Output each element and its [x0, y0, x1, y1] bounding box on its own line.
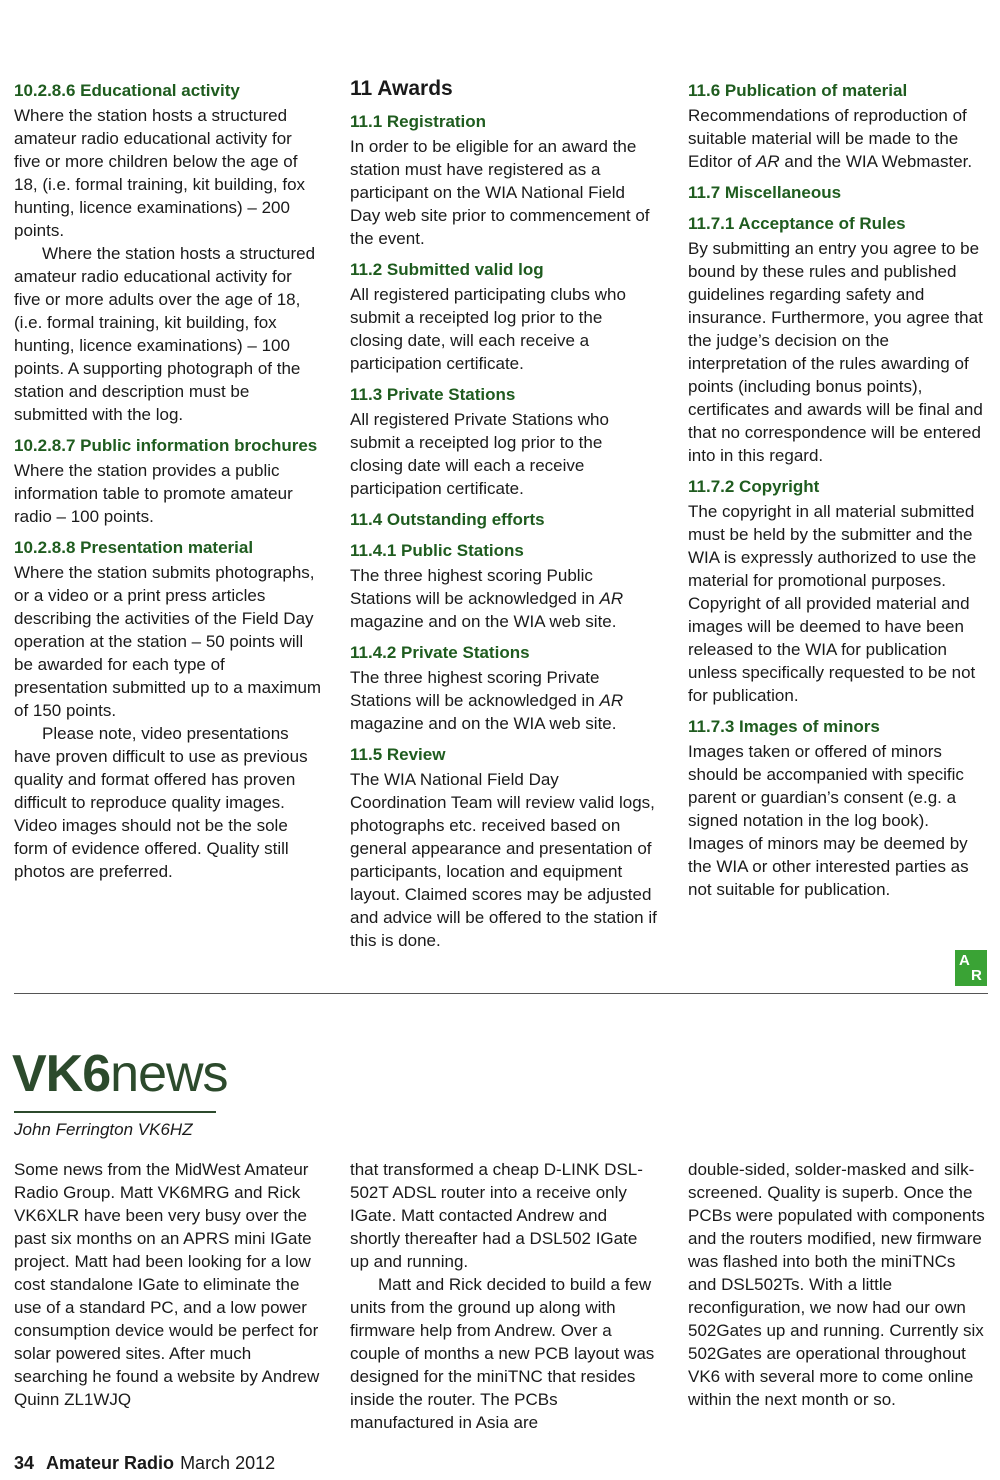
paragraph: In order to be eligible for an award the station must have registered as a participant on the WIA National Field Day web site prior to commencement of the event. — [350, 137, 650, 248]
heading-11-2: 11.2 Submitted valid log — [350, 260, 544, 279]
paragraph: Images taken or offered of minors should be accompanied with specific parent or guardian’s consent (e.g. a signed notation in the log book). Images of minors may be deemed by the WIA or other interested parties as not suitable for publication. — [688, 742, 969, 899]
heading-11-4-2: 11.4.2 Private Stations — [350, 643, 530, 662]
paragraph: The copyright in all material submitted must be held by the submitter and the WIA is expressly authorized to use the material for promotional purposes. Copyright of all provided material and images will be deemed to have been released to the WIA for publication unless specifically requested to be not for publication. — [688, 502, 977, 705]
section-title-awards: 11 Awards — [350, 77, 453, 100]
rules-column-1 — [14, 75, 322, 883]
byline: John Ferrington VK6HZ — [14, 1120, 193, 1139]
news-column-1 — [14, 1158, 322, 1411]
paragraph: The three highest scoring Private Stations will be acknowledged in AR magazine and on the WIA web site. — [350, 668, 624, 733]
paragraph: Please note, video presentations have proven difficult to use as previous quality and format offered has proven difficult to reproduce quality images. Video images should not be the sole form of evidence offered. Quality still photos are preferred. — [14, 724, 308, 881]
paragraph: All registered Private Stations who submit a receipted log prior to the closing date will each a receive participation certificate. — [350, 410, 609, 498]
ar-end-mark-icon: A R — [955, 950, 987, 986]
paragraph: Matt and Rick decided to build a few units from the ground up along with firmware help from Andrew. Over a couple of months a new PCB layout was designed for the miniTNC that resides inside the router. The PCBs manufactured in Asia are — [350, 1275, 655, 1432]
title-underline — [14, 1111, 216, 1113]
news-title: VK6news — [12, 1045, 228, 1103]
heading-11-7-2: 11.7.2 Copyright — [688, 477, 820, 496]
page-footer — [14, 1451, 275, 1475]
heading-11-7-3: 11.7.3 Images of minors — [688, 717, 880, 736]
news-column-3 — [688, 1158, 988, 1411]
heading-11-7: 11.7 Miscellaneous — [688, 183, 842, 202]
paragraph: Where the station submits photographs, or a video or a print press articles describing the activities of the Field Day operation at the station – 50 points will be awarded for each type of presentation submitted up to a maximum of 150 points. — [14, 563, 322, 720]
heading-11-1: 11.1 Registration — [350, 112, 487, 131]
issue-date: March 2012 — [180, 1453, 276, 1473]
paragraph: that transformed a cheap D-LINK DSL-502T ADSL router into a receive only IGate. Matt contacted Andrew and shortly thereafter had a DSL502 IGate up and running. — [350, 1160, 643, 1271]
paragraph: Some news from the MidWest Amateur Radio Group. Matt VK6MRG and Rick VK6XLR have been very busy over the past six months on an APRS mini IGate project. Matt had been looking for a low cost standalone IGate to eliminate the use of a standard PC, and a low power consumption device would be perfect for solar powered sites. After much searching he found a website by Andrew Quinn ZL1WJQ — [14, 1160, 320, 1409]
paragraph: Where the station provides a public information table to promote amateur radio – 100 points. — [14, 461, 293, 526]
heading-11-5: 11.5 Review — [350, 745, 446, 764]
heading-11-7-1: 11.7.1 Acceptance of Rules — [688, 214, 906, 233]
page-number: 34 — [14, 1453, 35, 1473]
paragraph: The three highest scoring Public Stations will be acknowledged in AR magazine and on the WIA web site. — [350, 566, 624, 631]
paragraph: Where the station hosts a structured amateur radio educational activity for five or more children below the age of 18, (i.e. formal training, kit building, fox hunting, licence examinations) – 200 points. — [14, 106, 306, 240]
magazine-name: Amateur Radio — [46, 1453, 175, 1473]
paragraph: Where the station hosts a structured amateur radio educational activity for five or more adults over the age of 18, (i.e. formal training, kit building, fox hunting, licence examinations) – 100 points. A supporting photograph of the station and description must be submitted with the log. — [14, 244, 316, 424]
heading-10-2-8-6: 10.2.8.6 Educational activity — [14, 81, 240, 100]
paragraph: By submitting an entry you agree to be bound by these rules and published guidelines regarding safety and insurance. Furthermore, you agree that the judge’s decision on the interpretation of the rules awarding of points (including bonus points), certificates and awards will be final and that no correspondence will be entered into in this regard. — [688, 239, 983, 465]
heading-10-2-8-8: 10.2.8.8 Presentation material — [14, 538, 254, 557]
section-divider — [14, 993, 988, 994]
rules-column-2 — [350, 76, 658, 952]
paragraph: The WIA National Field Day Coordination Team will review valid logs, photographs etc. received based on general appearance and presentation of participants, location and equipment layout. Claimed scores may be adjusted and advice will be offered to the station if this is done. — [350, 770, 657, 950]
heading-11-4: 11.4 Outstanding efforts — [350, 510, 545, 529]
rules-column-3 — [688, 75, 988, 901]
heading-11-3: 11.3 Private Stations — [350, 385, 516, 404]
paragraph: Recommendations of reproduction of suitable material will be made to the Editor of AR and the WIA Webmaster. — [688, 106, 973, 171]
heading-11-6: 11.6 Publication of material — [688, 81, 908, 100]
heading-10-2-8-7: 10.2.8.7 Public information brochures — [14, 436, 318, 455]
paragraph: All registered participating clubs who submit a receipted log prior to the closing date, will each receive a participation certificate. — [350, 285, 626, 373]
news-column-2 — [350, 1158, 658, 1434]
paragraph: double-sided, solder-masked and silk-screened. Quality is superb. Once the PCBs were populated with components and the routers modified, new firmware was flashed into both the miniTNCs and DSL502Ts. With a little reconfiguration, we now had our own 502Gates up and running. Currently six 502Gates are operational throughout VK6 with several more to come online within the next month or so. — [688, 1160, 985, 1409]
heading-11-4-1: 11.4.1 Public Stations — [350, 541, 524, 560]
